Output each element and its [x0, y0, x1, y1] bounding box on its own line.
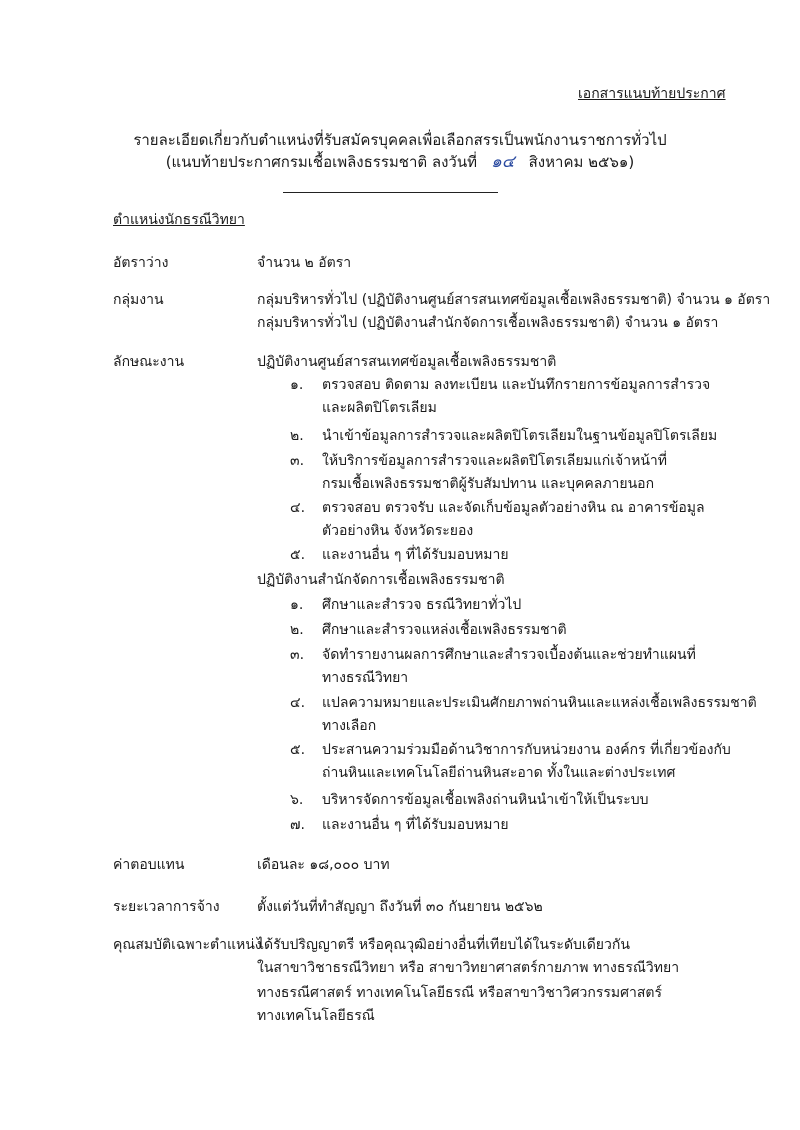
item-text: นำเข้าข้อมูลการสำรวจและผลิตปิโตรเลียมในฐานข้อมูลปิโตรเลียม: [322, 428, 718, 444]
title-line-2: [0, 152, 800, 172]
period-label: ระยะเวลาการจ้าง: [113, 899, 220, 915]
item-number: ๓.: [290, 453, 305, 469]
qualifications-line: ทางเทคโนโลยีธรณี: [257, 1008, 375, 1024]
group-label: กลุ่มงาน: [113, 292, 164, 308]
item-text: แปลความหมายและประเมินศักยภาพถ่านหินและแหล่งเชื้อเพลิงธรรมชาติ: [322, 695, 757, 711]
item-number: ๗.: [290, 817, 305, 833]
item-text: และผลิตปิโตรเลียม: [322, 400, 437, 416]
item-text: ตรวจสอบ ติดตาม ลงทะเบียน และบันทึกรายการข้อมูลการสำรวจ: [322, 377, 711, 393]
item-text: และงานอื่น ๆ ที่ได้รับมอบหมาย: [322, 817, 509, 833]
title-line-1: รายละเอียดเกี่ยวกับตำแหน่งที่รับสมัครบุคคลเพื่อเลือกสรรเป็นพนักงานราชการทั่วไป: [133, 131, 667, 149]
item-number: ๑.: [290, 597, 304, 613]
group-line: กลุ่มบริหารทั่วไป (ปฏิบัติงานศูนย์สารสนเทศข้อมูลเชื้อเพลิงธรรมชาติ) จำนวน ๑ อัตรา: [257, 292, 771, 308]
item-text: ตัวอย่างหิน จังหวัดระยอง: [322, 523, 474, 539]
item-text: ประสานความร่วมมือด้านวิชาการกับหน่วยงาน องค์กร ที่เกี่ยวข้องกับ: [322, 742, 731, 758]
item-number: ๖.: [290, 792, 304, 808]
title-prefix: (แนบท้ายประกาศกรมเชื้อเพลิงธรรมชาติ ลงวันที่: [165, 153, 477, 171]
item-text: และงานอื่น ๆ ที่ได้รับมอบหมาย: [322, 547, 509, 563]
item-number: ๑.: [290, 377, 304, 393]
item-text: บริหารจัดการข้อมูลเชื้อเพลิงถ่านหินนำเข้าให้เป็นระบบ: [322, 792, 649, 808]
item-number: ๕.: [290, 547, 306, 563]
nature-label: ลักษณะงาน: [113, 354, 185, 370]
section2-heading: ปฏิบัติงานสำนักจัดการเชื้อเพลิงธรรมชาติ: [257, 572, 505, 588]
handwritten-date: ๑๔: [490, 152, 515, 172]
vacancy-value: จำนวน ๒ อัตรา: [257, 255, 352, 271]
section1-heading: ปฏิบัติงานศูนย์สารสนเทศข้อมูลเชื้อเพลิงธรรมชาติ: [257, 354, 557, 370]
item-text: ทางธรณีวิทยา: [322, 670, 409, 686]
item-number: ๕.: [290, 742, 306, 758]
item-text: ให้บริการข้อมูลการสำรวจและผลิตปิโตรเลียมแก่เจ้าหน้าที่: [322, 453, 668, 469]
qualifications-label: คุณสมบัติเฉพาะตำแหน่ง: [113, 937, 262, 953]
item-text: จัดทำรายงานผลการศึกษาและสำรวจเบื้องต้นและช่วยทำแผนที่: [322, 647, 696, 663]
position-title: ตำแหน่งนักธรณีวิทยา: [113, 212, 245, 228]
vacancy-label: อัตราว่าง: [113, 255, 169, 271]
item-number: ๔.: [290, 695, 306, 711]
group-line: กลุ่มบริหารทั่วไป (ปฏิบัติงานสำนักจัดการเชื้อเพลิงธรรมชาติ) จำนวน ๑ อัตรา: [257, 315, 719, 331]
item-text: ทางเลือก: [322, 718, 377, 734]
compensation-label: ค่าตอบแทน: [113, 857, 185, 873]
item-number: ๔.: [290, 500, 306, 516]
title-suffix: สิงหาคม ๒๕๖๑): [528, 153, 635, 171]
qualifications-line: ทางธรณีศาสตร์ ทางเทคโนโลยีธรณี หรือสาขาวิชาวิศวกรรมศาสตร์: [257, 985, 663, 1001]
compensation-value: เดือนละ ๑๘,๐๐๐ บาท: [257, 857, 390, 873]
item-number: ๓.: [290, 647, 305, 663]
header-note: เอกสารแนบท้ายประกาศ: [578, 86, 726, 102]
qualifications-line: ในสาขาวิชาธรณีวิทยา หรือ สาขาวิทยาศาสตร์กายภาพ ทางธรณีวิทยา: [257, 960, 680, 976]
item-text: ตรวจสอบ ตรวจรับ และจัดเก็บข้อมูลตัวอย่างหิน ณ อาคารข้อมูล: [322, 500, 705, 516]
item-text: ศึกษาและสำรวจ ธรณีวิทยาทั่วไป: [322, 597, 522, 613]
item-number: ๒.: [290, 622, 304, 638]
item-number: ๒.: [290, 428, 304, 444]
item-text: กรมเชื้อเพลิงธรรมชาติผู้รับสัมปทาน และบุคคลภายนอก: [322, 476, 655, 492]
item-text: ถ่านหินและเทคโนโลยีถ่านหินสะอาด ทั้งในและต่างประเทศ: [322, 765, 676, 781]
title-divider: [283, 192, 498, 193]
qualifications-line: ได้รับปริญญาตรี หรือคุณวุฒิอย่างอื่นที่เทียบได้ในระดับเดียวกัน: [257, 937, 630, 953]
item-text: ศึกษาและสำรวจแหล่งเชื้อเพลิงธรรมชาติ: [322, 622, 567, 638]
period-value: ตั้งแต่วันที่ทำสัญญา ถึงวันที่ ๓๐ กันยายน ๒๕๖๒: [257, 899, 543, 915]
